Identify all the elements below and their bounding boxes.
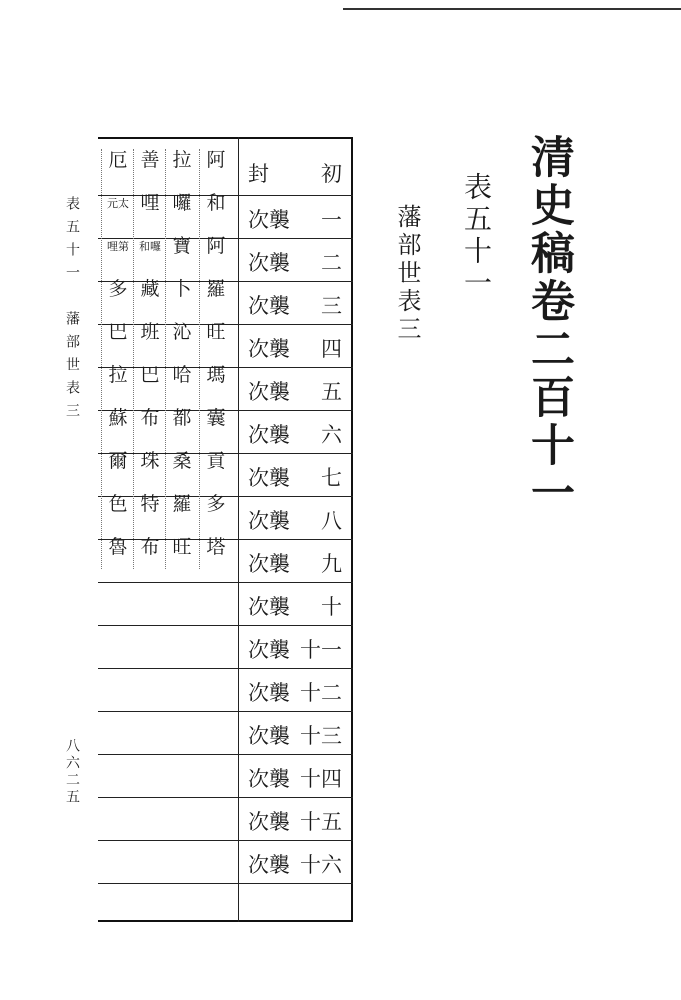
table-right-border bbox=[351, 137, 353, 922]
generation-title: 封 bbox=[248, 161, 269, 186]
name-character: 塔 bbox=[206, 536, 226, 558]
generation-cell bbox=[240, 498, 350, 541]
table-name: 藩部世表三 bbox=[393, 204, 421, 344]
name-character: 元太 bbox=[107, 196, 129, 210]
name-character: 蘇 bbox=[108, 407, 128, 429]
generation-ordinal: 十二 bbox=[300, 680, 342, 705]
name-character: 旺 bbox=[172, 536, 192, 558]
name-column bbox=[166, 139, 198, 569]
name-character: 卜 bbox=[172, 278, 192, 300]
generation-ordinal: 二 bbox=[321, 250, 342, 275]
generation-ordinal: 十三 bbox=[300, 723, 342, 748]
name-character: 旺 bbox=[206, 321, 226, 343]
name-character: 阿 bbox=[206, 235, 226, 257]
generation-title: 次襲 bbox=[248, 637, 290, 662]
name-character: 善 bbox=[140, 149, 160, 171]
name-character: 阿 bbox=[206, 149, 226, 171]
table-bottom-border bbox=[98, 920, 353, 922]
name-character: 爾 bbox=[108, 450, 128, 472]
name-character: 多 bbox=[206, 493, 226, 515]
margin-label: 表五十一 藩部世表三 bbox=[64, 196, 80, 426]
name-character: 貢 bbox=[206, 450, 226, 472]
generation-ordinal: 四 bbox=[321, 336, 342, 361]
name-character: 哈 bbox=[172, 364, 192, 386]
top-rule bbox=[343, 8, 681, 10]
name-character: 羅 bbox=[172, 493, 192, 515]
generation-title: 次襲 bbox=[248, 766, 290, 791]
generation-ordinal: 六 bbox=[321, 422, 342, 447]
name-character: 藏 bbox=[140, 278, 160, 300]
name-character: 巴 bbox=[140, 364, 160, 386]
name-character: 魯 bbox=[108, 536, 128, 558]
generation-ordinal: 一 bbox=[321, 207, 342, 232]
name-character: 拉 bbox=[108, 364, 128, 386]
name-column bbox=[102, 139, 134, 569]
name-character: 瑪 bbox=[206, 364, 226, 386]
generation-cell bbox=[240, 670, 350, 713]
name-character: 色 bbox=[108, 493, 128, 515]
generation-cell bbox=[240, 455, 350, 498]
table-column-divider bbox=[238, 137, 239, 922]
generation-ordinal: 十一 bbox=[300, 637, 342, 662]
book-title: 清史稿卷二百十一 bbox=[523, 134, 574, 518]
name-character: 班 bbox=[140, 321, 160, 343]
generation-cell bbox=[240, 326, 350, 369]
generation-cell bbox=[240, 756, 350, 799]
generation-title: 次襲 bbox=[248, 379, 290, 404]
name-character: 囉 bbox=[172, 192, 192, 214]
name-character: 多 bbox=[108, 278, 128, 300]
generation-ordinal: 九 bbox=[321, 551, 342, 576]
name-character: 厄 bbox=[108, 149, 128, 171]
name-character: 都 bbox=[172, 407, 192, 429]
generation-title: 次襲 bbox=[248, 465, 290, 490]
generation-title: 次襲 bbox=[248, 809, 290, 834]
generation-cell bbox=[240, 283, 350, 326]
name-character: 哩第 bbox=[107, 239, 129, 253]
generation-ordinal: 十 bbox=[321, 594, 342, 619]
name-character: 囊 bbox=[206, 407, 226, 429]
generation-cell bbox=[240, 627, 350, 670]
generation-cell bbox=[240, 197, 350, 240]
name-character: 沁 bbox=[172, 321, 192, 343]
generation-ordinal: 七 bbox=[321, 465, 342, 490]
generation-ordinal: 八 bbox=[321, 508, 342, 533]
name-character: 哩 bbox=[140, 192, 160, 214]
generation-title: 次襲 bbox=[248, 852, 290, 877]
generation-ordinal: 三 bbox=[321, 293, 342, 318]
name-character: 特 bbox=[140, 493, 160, 515]
generation-ordinal: 初 bbox=[321, 161, 342, 186]
generation-title: 次襲 bbox=[248, 250, 290, 275]
name-character: 拉 bbox=[172, 149, 192, 171]
generation-title: 次襲 bbox=[248, 680, 290, 705]
generation-title: 次襲 bbox=[248, 336, 290, 361]
name-character: 珠 bbox=[140, 450, 160, 472]
generation-cell bbox=[240, 799, 350, 842]
generation-ordinal: 十六 bbox=[300, 852, 342, 877]
table-number: 表五十一 bbox=[460, 172, 493, 300]
name-column-marker bbox=[199, 149, 201, 569]
name-character: 布 bbox=[140, 536, 160, 558]
generation-cell bbox=[240, 541, 350, 584]
generation-title: 次襲 bbox=[248, 207, 290, 232]
name-column-marker bbox=[101, 149, 103, 569]
generation-ordinal: 十五 bbox=[300, 809, 342, 834]
generation-ordinal: 十四 bbox=[300, 766, 342, 791]
name-column bbox=[134, 139, 166, 569]
name-column bbox=[200, 139, 232, 569]
generation-ordinal: 五 bbox=[321, 379, 342, 404]
generation-cell bbox=[240, 842, 350, 885]
generation-title: 次襲 bbox=[248, 594, 290, 619]
generation-cell bbox=[240, 412, 350, 455]
generation-cell bbox=[240, 240, 350, 283]
generation-cell bbox=[240, 369, 350, 412]
name-character: 羅 bbox=[206, 278, 226, 300]
generation-title: 次襲 bbox=[248, 551, 290, 576]
name-character: 和 bbox=[206, 192, 226, 214]
generation-title: 次襲 bbox=[248, 723, 290, 748]
generation-cell bbox=[240, 713, 350, 756]
name-character: 寶 bbox=[172, 235, 192, 257]
generation-cell bbox=[240, 584, 350, 627]
page-number: 八六二五 bbox=[64, 738, 80, 806]
name-character: 桑 bbox=[172, 450, 192, 472]
generation-title: 次襲 bbox=[248, 422, 290, 447]
generation-title: 次襲 bbox=[248, 508, 290, 533]
name-character: 和囉 bbox=[139, 239, 161, 253]
generation-cell bbox=[240, 151, 350, 194]
generation-title: 次襲 bbox=[248, 293, 290, 318]
name-character: 布 bbox=[140, 407, 160, 429]
name-character: 巴 bbox=[108, 321, 128, 343]
